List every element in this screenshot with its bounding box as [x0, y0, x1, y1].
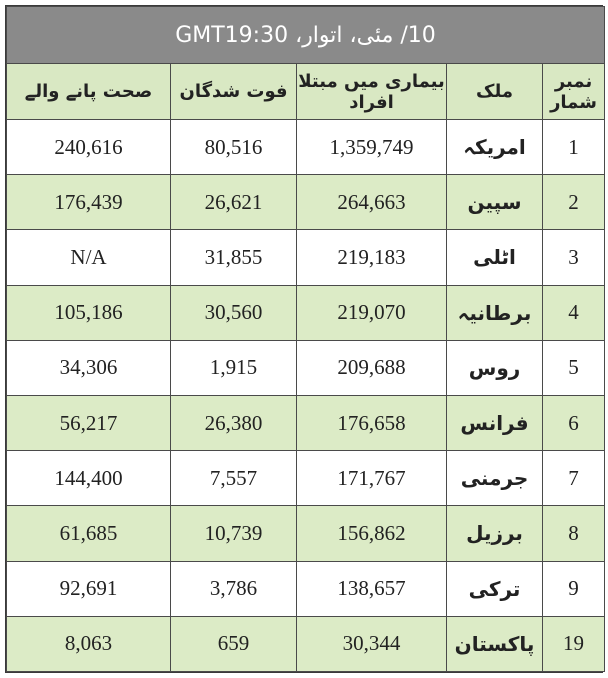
deaths-cell: 7,557 [171, 451, 297, 506]
infected-cell: 219,070 [297, 285, 447, 340]
serial-cell: 1 [543, 120, 605, 175]
recovered-cell: 144,400 [7, 451, 171, 506]
header-recovered: صحت پانے والے [7, 64, 171, 120]
table-row [7, 561, 605, 616]
table-row [7, 175, 605, 230]
header-serial: نمبر شمار [543, 64, 605, 120]
table-row [7, 451, 605, 506]
deaths-cell: 31,855 [171, 230, 297, 285]
infected-cell: 209,688 [297, 340, 447, 395]
serial-cell: 8 [543, 506, 605, 561]
header-infected: بیماری میں مبتلا افراد [297, 64, 447, 120]
country-cell: برطانیہ [447, 285, 543, 340]
infected-cell: 219,183 [297, 230, 447, 285]
infected-cell: 30,344 [297, 616, 447, 671]
header-deaths: فوت شدگان [171, 64, 297, 120]
recovered-cell: 176,439 [7, 175, 171, 230]
infected-cell: 171,767 [297, 451, 447, 506]
table-row [7, 340, 605, 395]
recovered-cell: 8,063 [7, 616, 171, 671]
recovered-cell: 105,186 [7, 285, 171, 340]
serial-cell: 19 [543, 616, 605, 671]
country-cell: اٹلی [447, 230, 543, 285]
country-cell: برزیل [447, 506, 543, 561]
serial-cell: 3 [543, 230, 605, 285]
table-row [7, 285, 605, 340]
deaths-cell: 3,786 [171, 561, 297, 616]
title-row [7, 7, 605, 64]
infected-cell: 156,862 [297, 506, 447, 561]
header-row [7, 64, 605, 120]
infected-cell: 264,663 [297, 175, 447, 230]
recovered-cell: 240,616 [7, 120, 171, 175]
table-row [7, 506, 605, 561]
country-cell: ترکی [447, 561, 543, 616]
deaths-cell: 26,380 [171, 395, 297, 450]
recovered-cell: 61,685 [7, 506, 171, 561]
serial-cell: 4 [543, 285, 605, 340]
country-cell: سپین [447, 175, 543, 230]
serial-cell: 2 [543, 175, 605, 230]
deaths-cell: 659 [171, 616, 297, 671]
serial-cell: 7 [543, 451, 605, 506]
country-cell: روس [447, 340, 543, 395]
recovered-cell: 56,217 [7, 395, 171, 450]
deaths-cell: 30,560 [171, 285, 297, 340]
infected-cell: 1,359,749 [297, 120, 447, 175]
table-row [7, 120, 605, 175]
deaths-cell: 1,915 [171, 340, 297, 395]
deaths-cell: 26,621 [171, 175, 297, 230]
recovered-cell: 34,306 [7, 340, 171, 395]
country-cell: پاکستان [447, 616, 543, 671]
infected-cell: 138,657 [297, 561, 447, 616]
table-title: 10/ مئی، اتوار، GMT19:30 [7, 7, 605, 64]
serial-cell: 6 [543, 395, 605, 450]
table-row [7, 230, 605, 285]
recovered-cell: 92,691 [7, 561, 171, 616]
serial-cell: 5 [543, 340, 605, 395]
serial-cell: 9 [543, 561, 605, 616]
country-cell: جرمنی [447, 451, 543, 506]
deaths-cell: 10,739 [171, 506, 297, 561]
infected-cell: 176,658 [297, 395, 447, 450]
table-row [7, 395, 605, 450]
country-cell: فرانس [447, 395, 543, 450]
header-country: ملک [447, 64, 543, 120]
deaths-cell: 80,516 [171, 120, 297, 175]
covid-stats-table [6, 6, 605, 672]
country-cell: امریکہ [447, 120, 543, 175]
stats-table-container [5, 5, 603, 673]
table-row [7, 616, 605, 671]
recovered-cell: N/A [7, 230, 171, 285]
